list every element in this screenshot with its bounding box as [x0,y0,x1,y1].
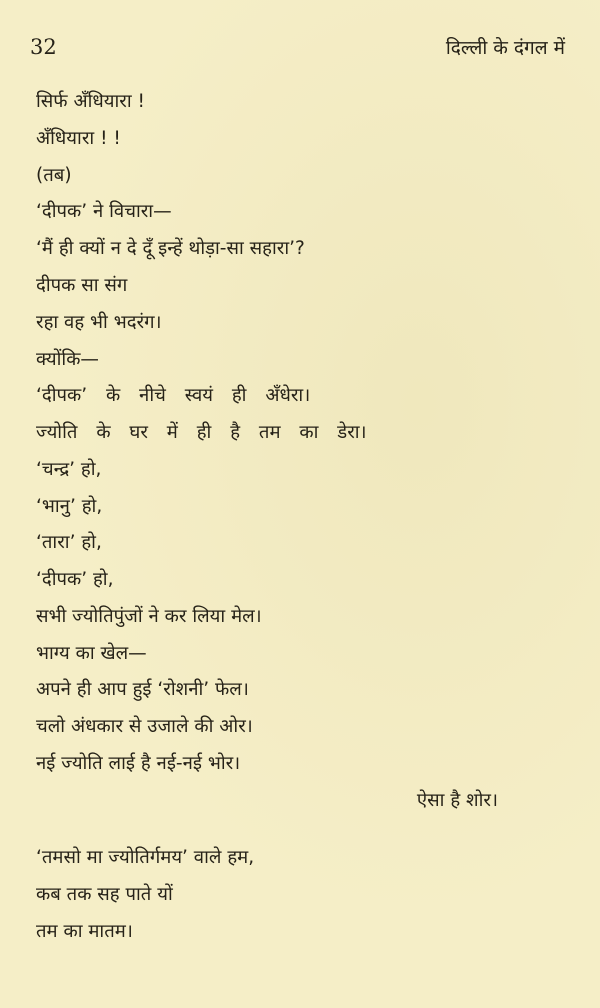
poem-line: ‘तमसो मा ज्योतिर्गमय’ वाले हम, [36,847,255,868]
poem-line: रहा वह भी भदरंग। [36,312,162,333]
poem-line: दीपक सा संग [36,275,128,296]
poem-line: अँधियारा ! ! [36,128,121,149]
poem-line: ‘दीपक’ ने विचारा— [36,201,172,222]
poem-line: ‘दीपक’ के नीचे स्वयं ही अँधेरा। [36,385,311,406]
poem-line: नई ज्योति लाई है नई-नई भोर। [36,753,241,774]
poem-line: अपने ही आप हुई ‘रोशनी’ फेल। [36,679,249,700]
page-number: 32 [30,35,57,59]
poem-line: तम का मातम। [36,921,133,942]
poem-line: सभी ज्योतिपुंजों ने कर लिया मेल। [36,606,262,627]
poem-line: ‘मैं ही क्यों न दे दूँ इन्हें थोड़ा-सा सहारा’? [36,238,305,259]
poem-line: ‘तारा’ हो, [36,532,102,553]
poem-line: (तब) [36,165,72,186]
poem-line: ‘चन्द्र’ हो, [36,459,102,480]
poem-line: ‘भानु’ हो, [36,496,103,517]
poem-line: चलो अंधकार से उजाले की ओर। [36,716,253,737]
poem-line: ऐसा है शोर। [416,790,498,811]
poem-line: सिर्फ अँधियारा ! [36,91,145,112]
poem-line: कब तक सह पाते यों [36,884,173,905]
poem-line: ‘दीपक’ हो, [36,569,114,590]
poem-line: क्योंकि— [36,349,99,370]
poem-line: ज्योति के घर में ही है तम का डेरा। [36,422,367,443]
poem-line: भाग्य का खेल— [36,643,147,664]
running-title: दिल्ली के दंगल में [445,37,565,59]
